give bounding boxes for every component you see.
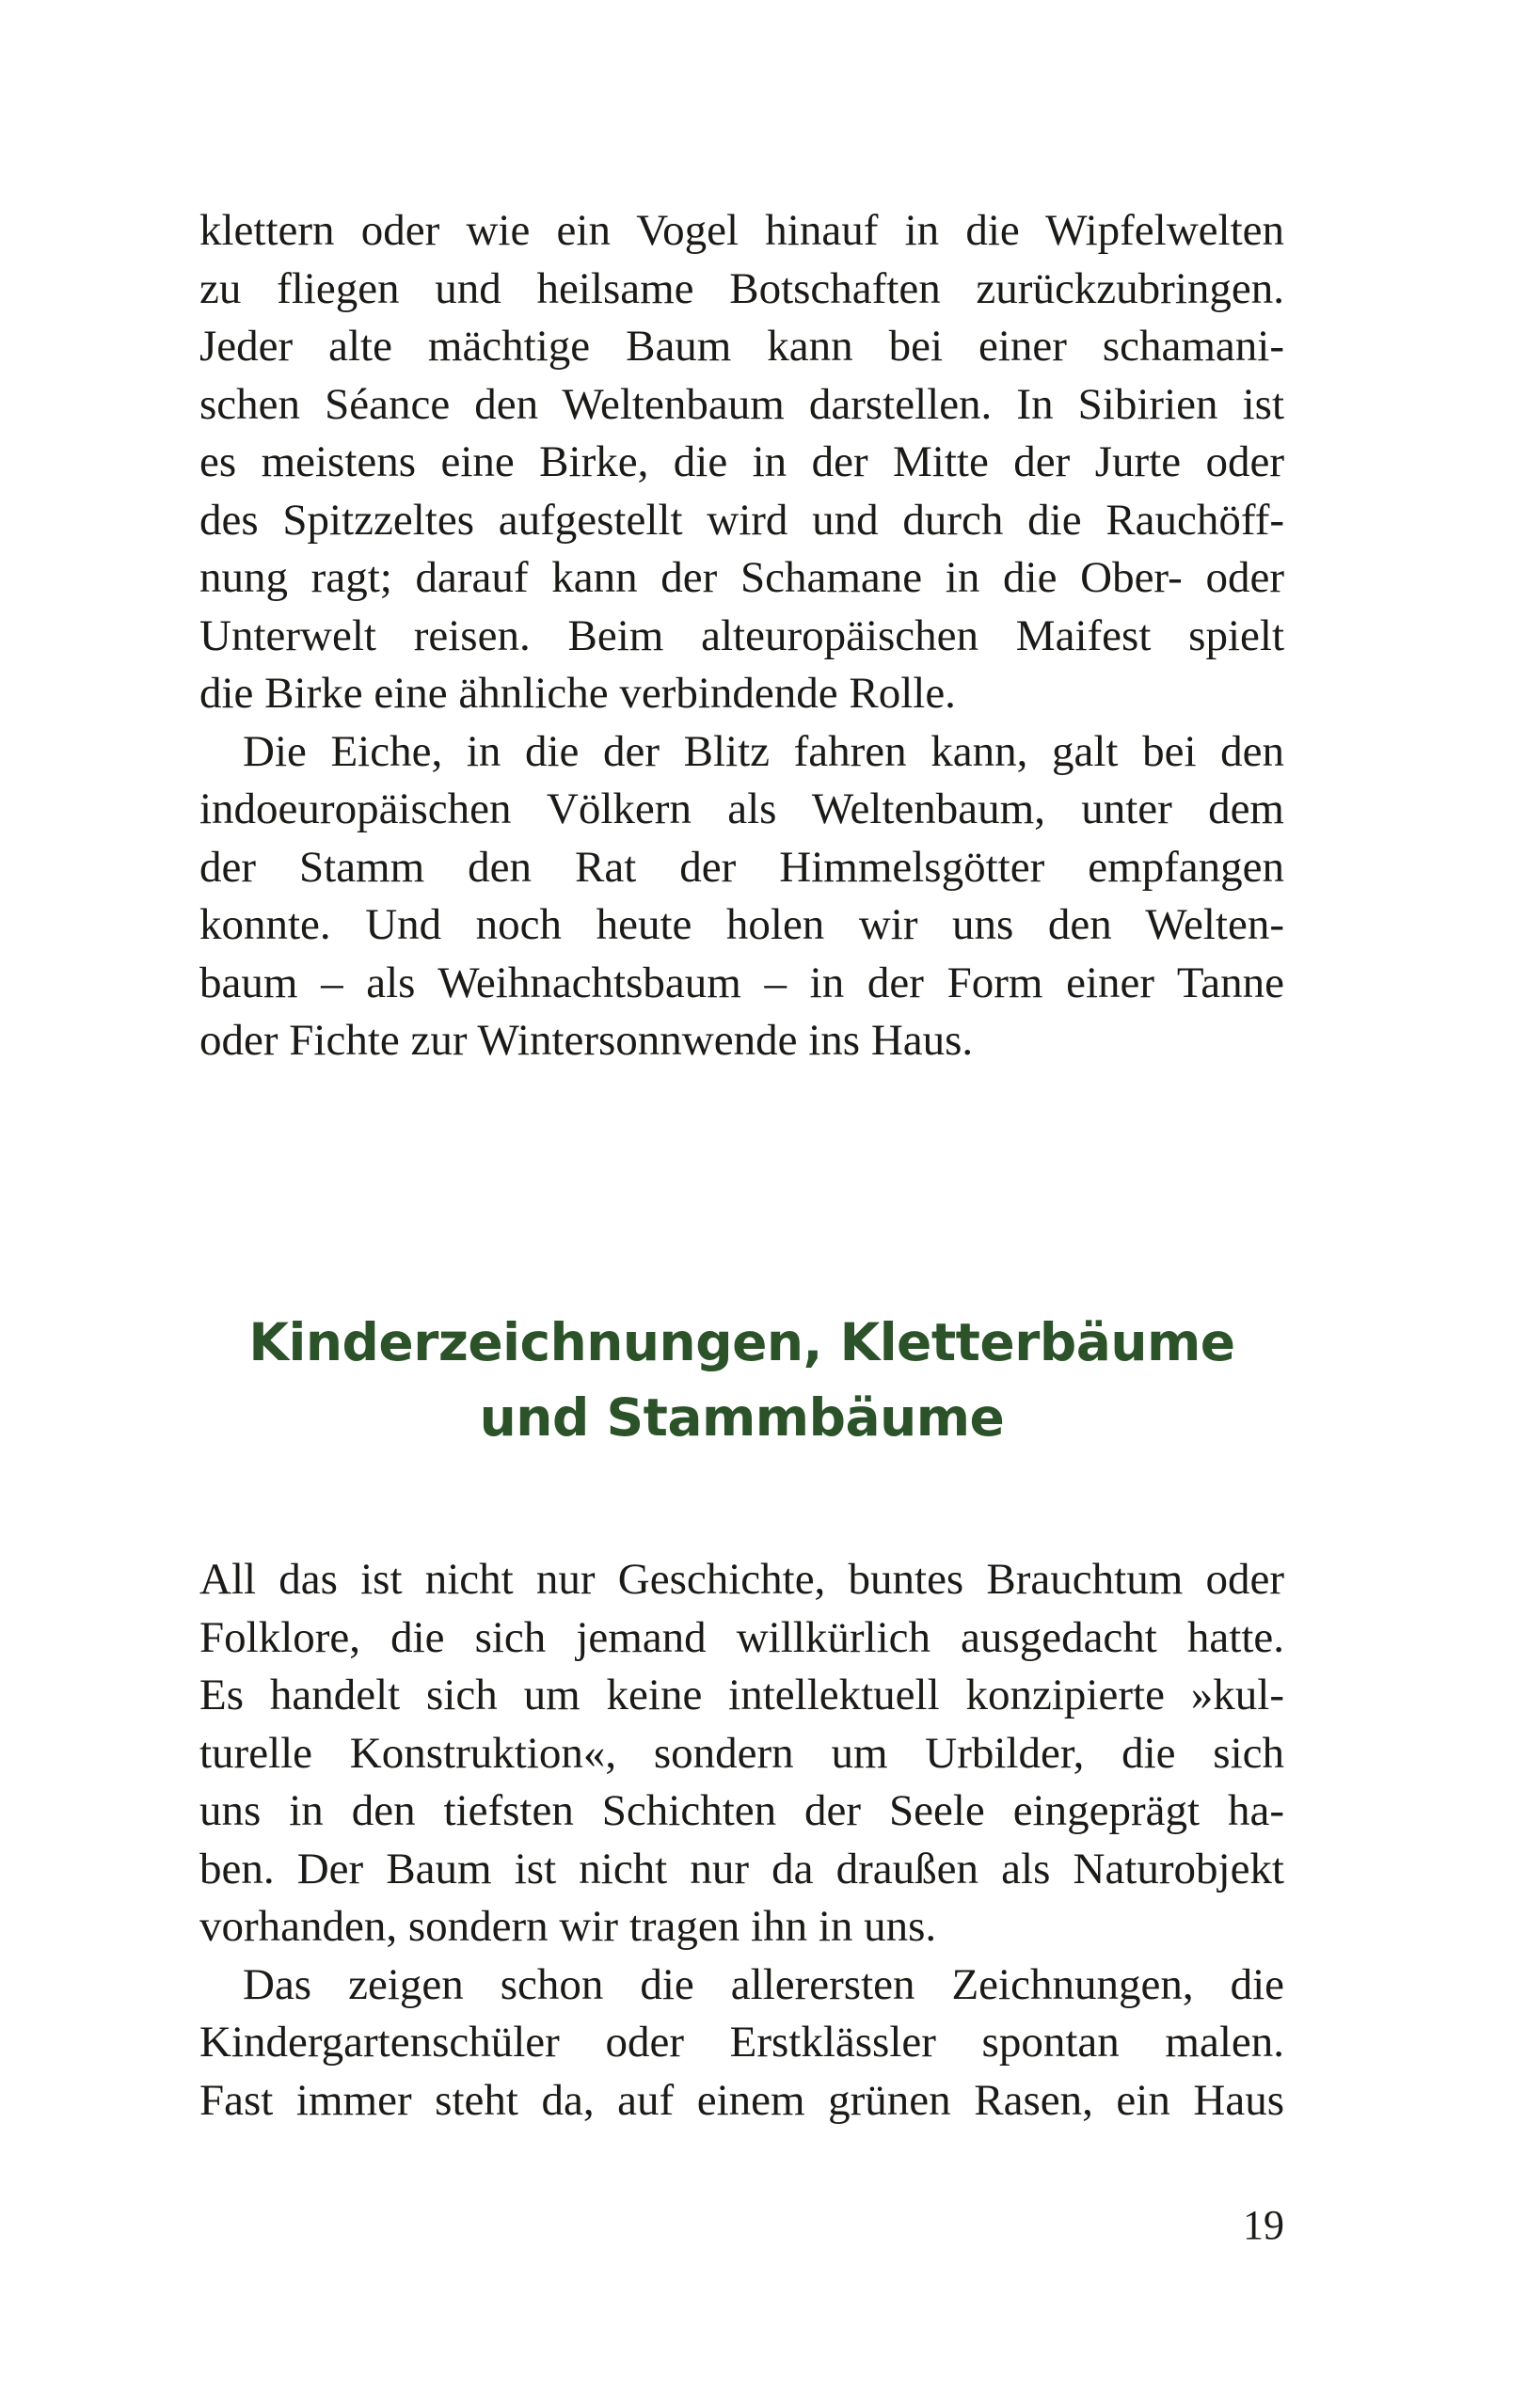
page-number: 19 <box>1243 2202 1284 2248</box>
text-line: Unterwelt reisen. Beim alteuropäischen Maifest spielt <box>199 610 1284 660</box>
body-text-bottom <box>199 1551 1284 2130</box>
text-line: Kindergartenschüler oder Erstklässler spontan malen. <box>199 2018 1284 2067</box>
section-heading-line: Kinderzeichnungen, Kletterbäume <box>248 1312 1235 1372</box>
text-line: konnte. Und noch heute holen wir uns den Welten- <box>199 900 1284 949</box>
text-line: zu fliegen und heilsame Botschaften zurückzubringen. <box>199 263 1284 313</box>
text-line: ben. Der Baum ist nicht nur da draußen als Naturobjekt <box>199 1844 1284 1893</box>
text-line: indoeuropäischen Völkern als Weltenbaum, unter dem <box>199 784 1284 833</box>
text-line: Fast immer steht da, auf einem grünen Rasen, ein Haus <box>199 2075 1284 2125</box>
body-text-top <box>199 202 1284 1070</box>
paragraph <box>199 202 1284 723</box>
paragraph <box>199 723 1284 1070</box>
text-line: baum – als Weihnachtsbaum – in der Form einer Tanne <box>199 958 1284 1007</box>
text-line: Das zeigen schon die allerersten Zeichnungen, die <box>243 1959 1284 2009</box>
text-line: turelle Konstruktion«, sondern um Urbilder, die sich <box>199 1728 1284 1778</box>
text-line: es meistens eine Birke, die in der Mitte der Jurte oder <box>199 437 1284 486</box>
section-heading <box>199 1305 1284 1455</box>
paragraph <box>199 1956 1284 2131</box>
text-line: klettern oder wie ein Vogel hinauf in die Wipfelwelten <box>199 206 1284 255</box>
text-line: schen Séance den Weltenbaum darstellen. In Sibirien ist <box>199 379 1284 429</box>
text-line: die Birke eine ähnliche verbindende Rolle. <box>199 669 956 718</box>
text-line: nung ragt; darauf kann der Schamane in die Ober- oder <box>199 553 1284 602</box>
section-heading-line: und Stammbäume <box>479 1387 1005 1448</box>
text-line: uns in den tiefsten Schichten der Seele eingeprägt ha- <box>199 1786 1284 1835</box>
text-line: vorhanden, sondern wir tragen ihn in uns. <box>199 1902 937 1951</box>
text-line: des Spitzzeltes aufgestellt wird und durch die Rauchöff- <box>199 495 1284 545</box>
text-line: der Stamm den Rat der Himmelsgötter empfangen <box>199 842 1284 892</box>
text-line: oder Fichte zur Wintersonnwende ins Haus. <box>199 1016 974 1065</box>
text-line: Folklore, die sich jemand willkürlich ausgedacht hatte. <box>199 1612 1284 1662</box>
text-line: Jeder alte mächtige Baum kann bei einer schamani- <box>199 322 1284 371</box>
text-line: Es handelt sich um keine intellektuell konzipierte »kul- <box>199 1671 1284 1719</box>
paragraph <box>199 1551 1284 1956</box>
text-line: Die Eiche, in die der Blitz fahren kann, galt bei den <box>243 726 1284 776</box>
text-line: All das ist nicht nur Geschichte, buntes Brauchtum oder <box>199 1555 1284 1604</box>
